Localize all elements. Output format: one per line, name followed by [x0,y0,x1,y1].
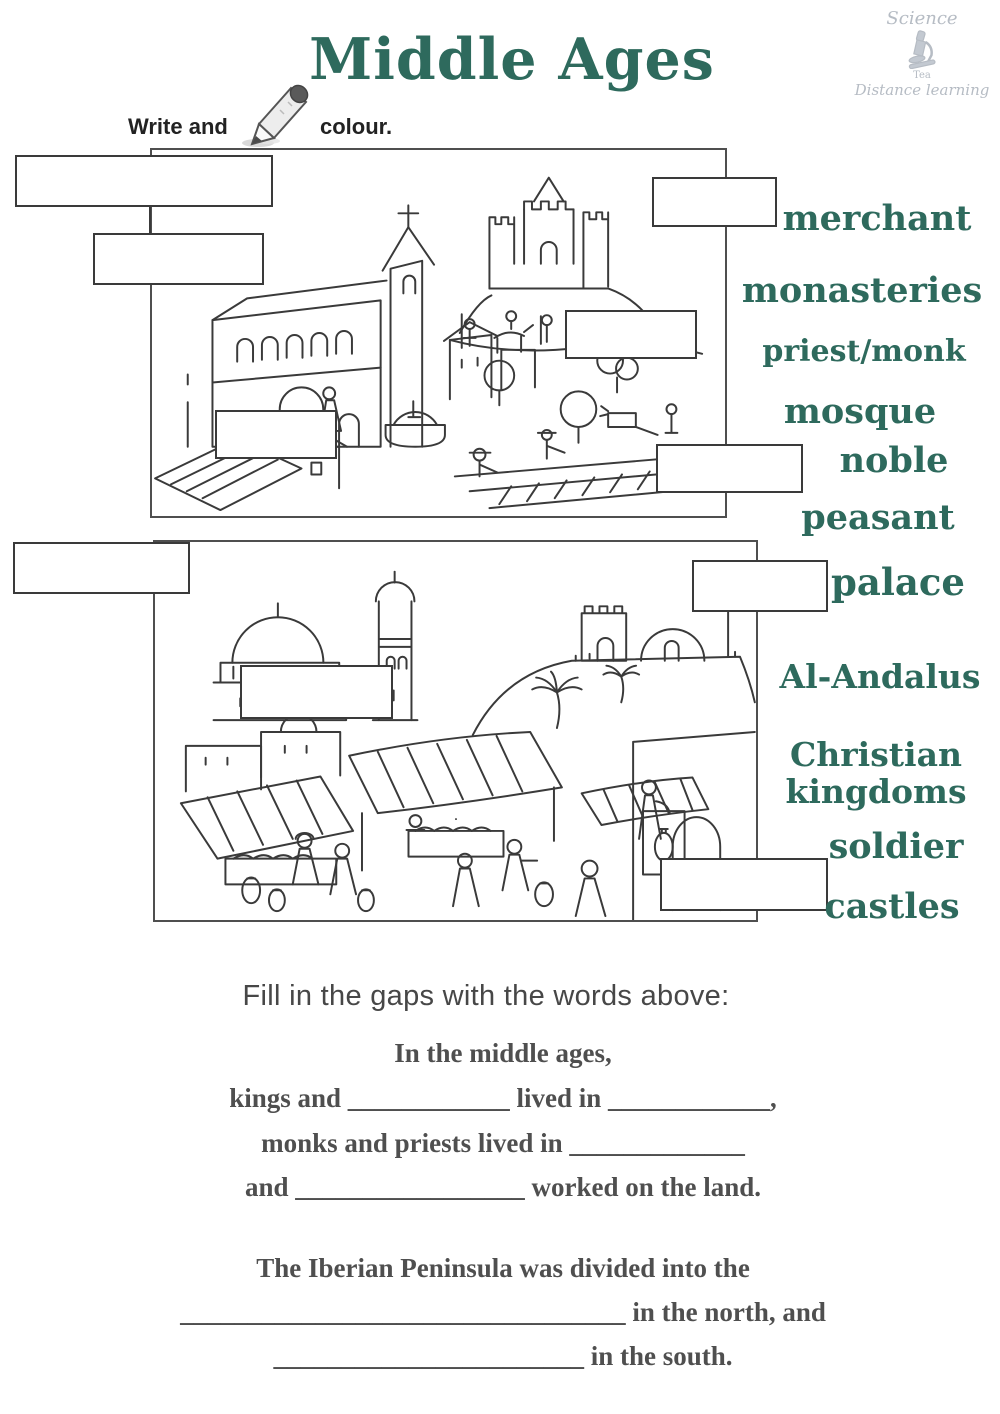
answer-box-1[interactable] [15,155,273,207]
gap-sentence-5: The Iberian Peninsula was divided into the [256,1253,750,1283]
jars-icon [242,877,553,911]
logo-tea-text: Tea [913,70,931,81]
answer-box-10[interactable] [660,858,828,911]
palm-trees-icon [532,666,639,728]
page-title: Middle Ages [309,26,715,93]
word-bank-soldier: soldier [828,826,964,867]
answer-box-3[interactable] [652,177,777,227]
trees-icon [484,348,637,443]
fountain-icon [386,401,445,447]
answer-box-5[interactable] [215,410,337,459]
gap-sentence-2: kings and ____________ lived in ____________, [229,1083,777,1113]
answer-box-6[interactable] [656,444,803,493]
gap-sentence-6: _________________________________ in the north, and [180,1297,826,1327]
word-bank-monasteries: monasteries [741,270,983,311]
logo-science-text: Science [886,8,958,29]
box-connector-line [149,205,151,235]
gap-sentence-7: _______________________ in the south. [273,1341,733,1371]
instruction-colour: colour. [320,114,393,139]
word-bank-merchant: merchant [782,198,972,239]
knights-figures [462,311,552,353]
word-bank-mosque: mosque [783,391,937,432]
gap-sentence-1: In the middle ages, [394,1038,612,1068]
market-awning-icon [349,732,562,871]
fill-gaps-prompt: Fill in the gaps with the words above: [242,980,730,1012]
hill-castle-icon [473,597,755,735]
word-bank-christian-kingdoms: Christian kingdoms [785,735,967,811]
word-bank-al-andalus: Al-Andalus [779,657,981,696]
answer-box-8[interactable] [692,560,828,612]
instruction-write: Write and [128,114,228,139]
answer-box-4[interactable] [565,310,697,359]
pencil-icon [236,80,321,157]
word-bank-noble: noble [839,440,949,481]
flat-houses-icon [186,714,340,791]
word-bank-palace: palace [831,560,965,604]
word-bank-priest-monk: priest/monk [762,334,966,369]
answer-box-9[interactable] [240,665,393,719]
word-bank-castles: castles [824,886,960,927]
gap-sentence-4: and _________________ worked on the land. [244,1172,762,1202]
logo [852,8,992,99]
logo-distance-text: Distance learning [854,81,990,99]
microscope-icon [852,29,992,74]
answer-box-2[interactable] [93,233,264,285]
word-bank-peasant: peasant [801,497,955,538]
gap-sentence-3: monks and priests lived in _____________ [261,1128,745,1158]
market-people [293,780,670,916]
left-stall-icon [181,777,353,885]
answer-box-7[interactable] [13,542,190,594]
